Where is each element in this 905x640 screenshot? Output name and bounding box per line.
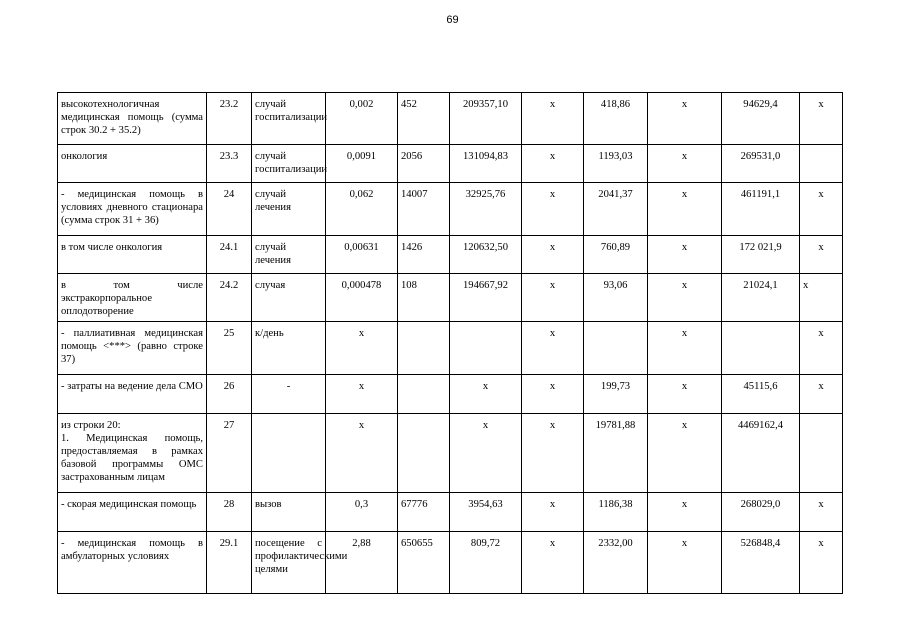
row-col9: x bbox=[648, 93, 722, 145]
row-name: - медицинская помощь в амбулаторных условиях bbox=[58, 532, 207, 594]
financing-table bbox=[57, 92, 843, 594]
row-unit: случай госпитализации bbox=[252, 93, 326, 145]
row-code: 24.1 bbox=[207, 236, 252, 274]
row-name-text: 1. Медицинская помощь, предоставляемая в рамках базовой программы ОМС застрахованным лицам bbox=[61, 433, 203, 483]
row-volume: 1426 bbox=[398, 236, 450, 274]
table-row bbox=[58, 532, 843, 594]
row-cost: x bbox=[450, 375, 522, 414]
row-unit: вызов bbox=[252, 493, 326, 532]
row-col7: x bbox=[522, 183, 584, 236]
row-total: 268029,0 bbox=[722, 493, 800, 532]
row-total: 21024,1 bbox=[722, 274, 800, 322]
row-total: 172 021,9 bbox=[722, 236, 800, 274]
row-code: 25 bbox=[207, 322, 252, 375]
row-col9: x bbox=[648, 375, 722, 414]
row-col7: x bbox=[522, 322, 584, 375]
row-code: 29.1 bbox=[207, 532, 252, 594]
row-col9: x bbox=[648, 322, 722, 375]
row-unit: случай госпитализации bbox=[252, 145, 326, 183]
row-norm: x bbox=[326, 414, 398, 493]
row-norm: x bbox=[326, 322, 398, 375]
row-name: онкология bbox=[58, 145, 207, 183]
table-row bbox=[58, 183, 843, 236]
row-total: 4469162,4 bbox=[722, 414, 800, 493]
row-volume: 650655 bbox=[398, 532, 450, 594]
row-code: 26 bbox=[207, 375, 252, 414]
row-col9: x bbox=[648, 532, 722, 594]
row-per-capita: 1186,38 bbox=[584, 493, 648, 532]
row-volume bbox=[398, 322, 450, 375]
page-number: 69 bbox=[446, 14, 459, 26]
row-col9: x bbox=[648, 414, 722, 493]
row-total: 45115,6 bbox=[722, 375, 800, 414]
row-volume: 14007 bbox=[398, 183, 450, 236]
row-col9: x bbox=[648, 236, 722, 274]
row-code: 24 bbox=[207, 183, 252, 236]
row-norm: x bbox=[326, 375, 398, 414]
row-name-heading: из строки 20: bbox=[61, 420, 121, 431]
row-col7: x bbox=[522, 93, 584, 145]
row-name: в том числе экстракорпоральное оплодотворение bbox=[58, 274, 207, 322]
row-code: 23.2 bbox=[207, 93, 252, 145]
row-volume bbox=[398, 414, 450, 493]
row-volume: 67776 bbox=[398, 493, 450, 532]
row-col11: x bbox=[800, 532, 843, 594]
table-row bbox=[58, 375, 843, 414]
row-cost bbox=[450, 322, 522, 375]
row-per-capita: 1193,03 bbox=[584, 145, 648, 183]
row-col11: x bbox=[800, 375, 843, 414]
table-row bbox=[58, 236, 843, 274]
row-code: 24.2 bbox=[207, 274, 252, 322]
row-col7: x bbox=[522, 145, 584, 183]
row-norm: 0,002 bbox=[326, 93, 398, 145]
row-code: 23.3 bbox=[207, 145, 252, 183]
row-total: 94629,4 bbox=[722, 93, 800, 145]
row-name: - затраты на ведение дела СМО bbox=[58, 375, 207, 414]
row-per-capita: 760,89 bbox=[584, 236, 648, 274]
row-unit: - bbox=[252, 375, 326, 414]
row-unit: случай лечения bbox=[252, 183, 326, 236]
row-cost: 120632,50 bbox=[450, 236, 522, 274]
row-col7: x bbox=[522, 375, 584, 414]
row-col7: x bbox=[522, 274, 584, 322]
row-cost: 194667,92 bbox=[450, 274, 522, 322]
row-cost: 32925,76 bbox=[450, 183, 522, 236]
row-norm: 0,00631 bbox=[326, 236, 398, 274]
row-col7: x bbox=[522, 532, 584, 594]
row-col9: x bbox=[648, 145, 722, 183]
table-row bbox=[58, 493, 843, 532]
row-per-capita: 93,06 bbox=[584, 274, 648, 322]
row-col11: x bbox=[800, 493, 843, 532]
row-volume: 452 bbox=[398, 93, 450, 145]
row-total: 269531,0 bbox=[722, 145, 800, 183]
row-col11: x bbox=[800, 183, 843, 236]
row-total bbox=[722, 322, 800, 375]
row-name: в том числе онкология bbox=[58, 236, 207, 274]
row-col9: x bbox=[648, 274, 722, 322]
table-row bbox=[58, 322, 843, 375]
row-volume bbox=[398, 375, 450, 414]
row-col9: x bbox=[648, 493, 722, 532]
row-unit: случая bbox=[252, 274, 326, 322]
row-cost: x bbox=[450, 414, 522, 493]
row-norm: 0,0091 bbox=[326, 145, 398, 183]
row-cost: 209357,10 bbox=[450, 93, 522, 145]
row-name: - скорая медицинская помощь bbox=[58, 493, 207, 532]
row-col9: x bbox=[648, 183, 722, 236]
row-per-capita: 418,86 bbox=[584, 93, 648, 145]
row-col7: x bbox=[522, 236, 584, 274]
row-total: 526848,4 bbox=[722, 532, 800, 594]
table-row bbox=[58, 145, 843, 183]
row-name: - медицинская помощь в условиях дневного стационара (сумма строк 31 + 36) bbox=[58, 183, 207, 236]
row-norm: 0,062 bbox=[326, 183, 398, 236]
row-per-capita bbox=[584, 322, 648, 375]
row-norm: 0,3 bbox=[326, 493, 398, 532]
row-unit: посещение с профилактическими целями bbox=[252, 532, 326, 594]
row-cost: 3954,63 bbox=[450, 493, 522, 532]
row-cost: 131094,83 bbox=[450, 145, 522, 183]
row-name bbox=[58, 414, 207, 493]
row-cost: 809,72 bbox=[450, 532, 522, 594]
row-col11: x bbox=[800, 236, 843, 274]
row-col11: x bbox=[800, 93, 843, 145]
table-row bbox=[58, 414, 843, 493]
row-col11 bbox=[800, 145, 843, 183]
row-per-capita: 19781,88 bbox=[584, 414, 648, 493]
row-per-capita: 2041,37 bbox=[584, 183, 648, 236]
row-col11: x bbox=[800, 322, 843, 375]
row-unit: к/день bbox=[252, 322, 326, 375]
row-unit: случай лечения bbox=[252, 236, 326, 274]
row-per-capita: 199,73 bbox=[584, 375, 648, 414]
row-norm: 2,88 bbox=[326, 532, 398, 594]
row-col11 bbox=[800, 414, 843, 493]
row-total: 461191,1 bbox=[722, 183, 800, 236]
row-volume: 108 bbox=[398, 274, 450, 322]
row-code: 27 bbox=[207, 414, 252, 493]
row-unit bbox=[252, 414, 326, 493]
row-volume: 2056 bbox=[398, 145, 450, 183]
table-row bbox=[58, 93, 843, 145]
row-name: высокотехнологичная медицинская помощь (сумма строк 30.2 + 35.2) bbox=[58, 93, 207, 145]
row-code: 28 bbox=[207, 493, 252, 532]
row-name: - паллиативная медицинская помощь <***> (равно строке 37) bbox=[58, 322, 207, 375]
row-norm: 0,000478 bbox=[326, 274, 398, 322]
row-col7: x bbox=[522, 493, 584, 532]
table-row bbox=[58, 274, 843, 322]
row-col11: x bbox=[800, 274, 843, 322]
row-col7: x bbox=[522, 414, 584, 493]
row-per-capita: 2332,00 bbox=[584, 532, 648, 594]
